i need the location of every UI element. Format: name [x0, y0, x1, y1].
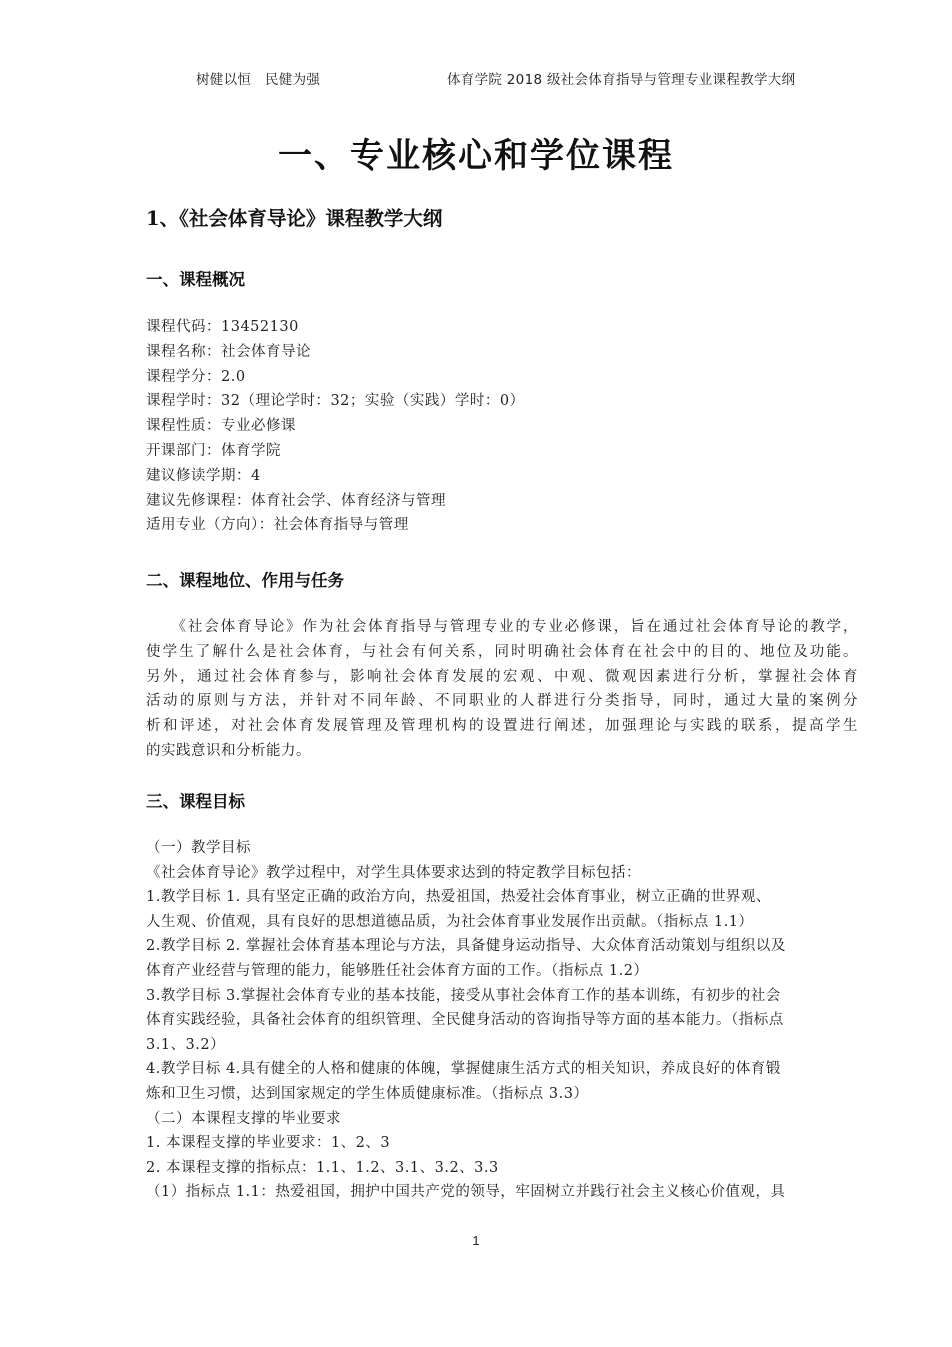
- course-info-line: 课程学分：2.0: [146, 368, 246, 385]
- paragraph-line: 《社会体育导论》作为社会体育指导与管理专业的专业必修课，旨在通过社会体育导论的教学，: [146, 619, 858, 635]
- objective-line: 2.教学目标 2. 掌握社会体育基本理论与方法，具备健身运动指导、大众体育活动策划与组织以及: [146, 938, 786, 955]
- course-info-line: 适用专业（方向）：社会体育指导与管理: [146, 517, 409, 534]
- section-heading-role: 二、课程地位、作用与任务: [146, 571, 344, 590]
- objective-line: 1.教学目标 1. 具有坚定正确的政治方向，热爱祖国，热爱社会体育事业，树立正确的世界观、: [146, 889, 771, 906]
- objective-line: 人生观、价值观，具有良好的思想道德品质，为社会体育事业发展作出贡献。（指标点 1.1）: [146, 913, 754, 930]
- page-number: 1: [472, 1233, 480, 1248]
- objective-line: （1）指标点 1.1：热爱祖国，拥护中国共产党的领导，牢固树立并践行社会主义核心价值观，具: [146, 1184, 786, 1201]
- paragraph-line: 的实践意识和分析能力。: [146, 742, 311, 759]
- paragraph-line: 使学生了解什么是社会体育，与社会有何关系，同时明确社会体育在社会中的目的、地位及功能。: [146, 643, 858, 660]
- header-motto: 树健以恒 民健为强: [196, 72, 321, 88]
- syllabus-title: 1、《社会体育导论》课程教学大纲: [146, 207, 443, 230]
- course-info-line: 建议修读学期：4: [146, 467, 261, 484]
- page-title: 一、专业核心和学位课程: [278, 136, 674, 176]
- objectives-list: [146, 836, 858, 1205]
- objective-line: （一）教学目标: [146, 840, 251, 856]
- objective-line: 1. 本课程支撑的毕业要求：1、2、3: [146, 1135, 391, 1152]
- course-info-line: 建议先修课程：体育社会学、体育经济与管理: [146, 492, 446, 509]
- objective-line: 3.教学目标 3.掌握社会体育专业的基本技能，接受从事社会体育工作的基本训练，有初步的社会: [146, 987, 781, 1004]
- course-info-list: [146, 315, 858, 538]
- objective-line: 3.1、3.2）: [146, 1036, 226, 1053]
- course-info-line: 课程代码：13452130: [146, 319, 299, 335]
- objective-line: 2. 本课程支撑的指标点：1.1、1.2、3.1、3.2、3.3: [146, 1159, 499, 1176]
- paragraph-line: 析和评述，对社会体育发展管理及管理机构的设置进行阐述，加强理论与实践的联系，提高学生: [146, 718, 858, 735]
- paragraph-line: 活动的原则与方法，并针对不同年龄、不同职业的人群进行分类指导，同时，通过大量的案例分: [146, 693, 858, 710]
- objective-line: 《社会体育导论》教学过程中，对学生具体要求达到的特定教学目标包括：: [146, 864, 641, 881]
- objective-line: （二）本课程支撑的毕业要求: [146, 1110, 341, 1127]
- course-info-line: 开课部门：体育学院: [146, 442, 281, 459]
- section-heading-objectives: 三、课程目标: [146, 792, 245, 811]
- objective-line: 体育实践经验，具备社会体育的组织管理、全民健身活动的咨询指导等方面的基本能力。（指标点: [146, 1012, 784, 1029]
- header-document-title: 体育学院 2018 级社会体育指导与管理专业课程教学大纲: [447, 72, 796, 88]
- course-info-line: 课程学时：32（理论学时：32；实验（实践）学时：0）: [146, 393, 525, 410]
- course-info-line: 课程性质：专业必修课: [146, 418, 296, 435]
- objective-line: 体育产业经营与管理的能力，能够胜任社会体育方面的工作。（指标点 1.2）: [146, 962, 649, 979]
- objective-line: 4.教学目标 4.具有健全的人格和健康的体魄，掌握健康生活方式的相关知识，养成良好的体育锻: [146, 1061, 781, 1078]
- section-heading-overview: 一、课程概况: [146, 270, 245, 289]
- paragraph-line: 另外，通过社会体育参与，影响社会体育发展的宏观、中观、微观因素进行分析，掌握社会体育: [146, 668, 858, 685]
- role-paragraph: [146, 615, 858, 764]
- objective-line: 炼和卫生习惯，达到国家规定的学生体质健康标准。（指标点 3.3）: [146, 1085, 589, 1102]
- course-info-line: 课程名称：社会体育导论: [146, 343, 311, 360]
